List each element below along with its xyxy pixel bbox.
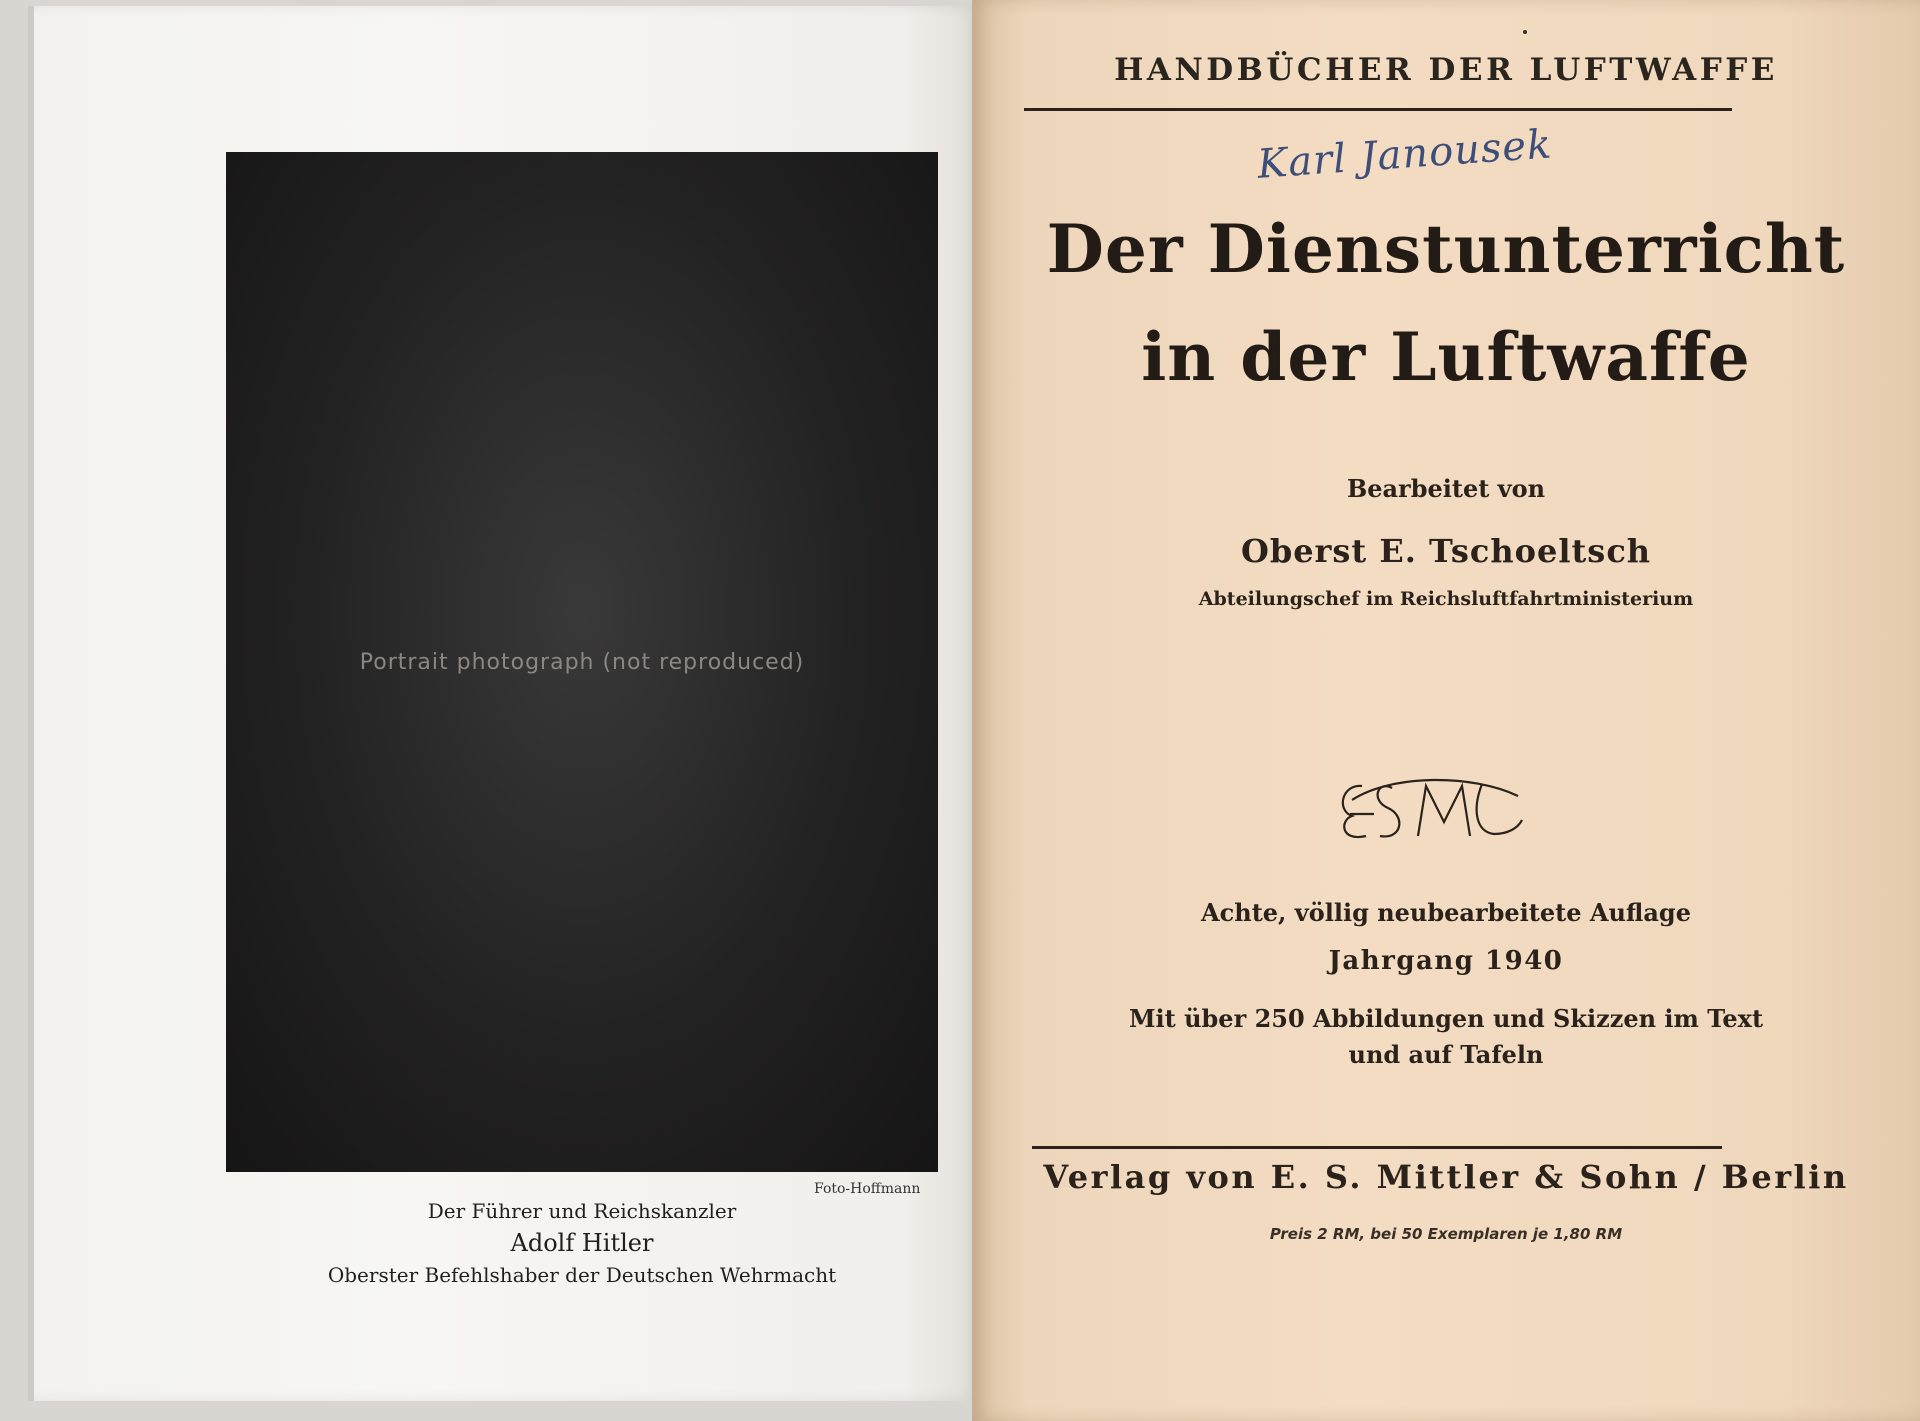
series-title: HANDBÜCHER DER LUFTWAFFE xyxy=(1114,52,1778,88)
frontispiece-photo xyxy=(226,152,938,1172)
book-title-line-2: in der Luftwaffe xyxy=(1141,318,1751,396)
caption-line-2: Adolf Hitler xyxy=(510,1229,654,1257)
left-page xyxy=(28,6,978,1401)
photo-placeholder: Portrait photograph (not reproduced) xyxy=(226,152,938,1172)
book-title-line-1: Der Dienstunterricht xyxy=(1046,210,1846,288)
title-page xyxy=(972,0,1920,1421)
photo-caption xyxy=(226,1196,938,1290)
figures-line-1: Mit über 250 Abbildungen und Skizzen im Text xyxy=(1128,1004,1764,1033)
price: Preis 2 RM, bei 50 Exemplaren je 1,80 RM xyxy=(1269,1225,1623,1243)
caption-line-3: Oberster Befehlshaber der Deutschen Wehrmacht xyxy=(327,1263,837,1287)
photo-credit: Foto-Hoffmann xyxy=(814,1181,921,1197)
figures-line-2: und auf Tafeln xyxy=(1348,1040,1544,1069)
header-rule xyxy=(1024,108,1732,111)
publisher-monogram-icon xyxy=(1322,770,1542,850)
year: Jahrgang 1940 xyxy=(1328,946,1564,976)
author-name: Oberst E. Tschoeltsch xyxy=(1240,532,1652,570)
author-role: Abteilungschef im Reichsluftfahrtministerium xyxy=(1198,588,1694,610)
edition: Achte, völlig neubearbeitete Auflage xyxy=(1201,898,1691,927)
publisher-rule xyxy=(1032,1146,1722,1149)
byline: Bearbeitet von xyxy=(1346,474,1546,503)
publisher: Verlag von E. S. Mittler & Sohn / Berlin xyxy=(1043,1158,1849,1196)
caption-line-1: Der Führer und Reichskanzler xyxy=(427,1199,737,1223)
handwritten-signature: Karl Janousek xyxy=(1255,121,1554,188)
speck xyxy=(1523,30,1527,34)
